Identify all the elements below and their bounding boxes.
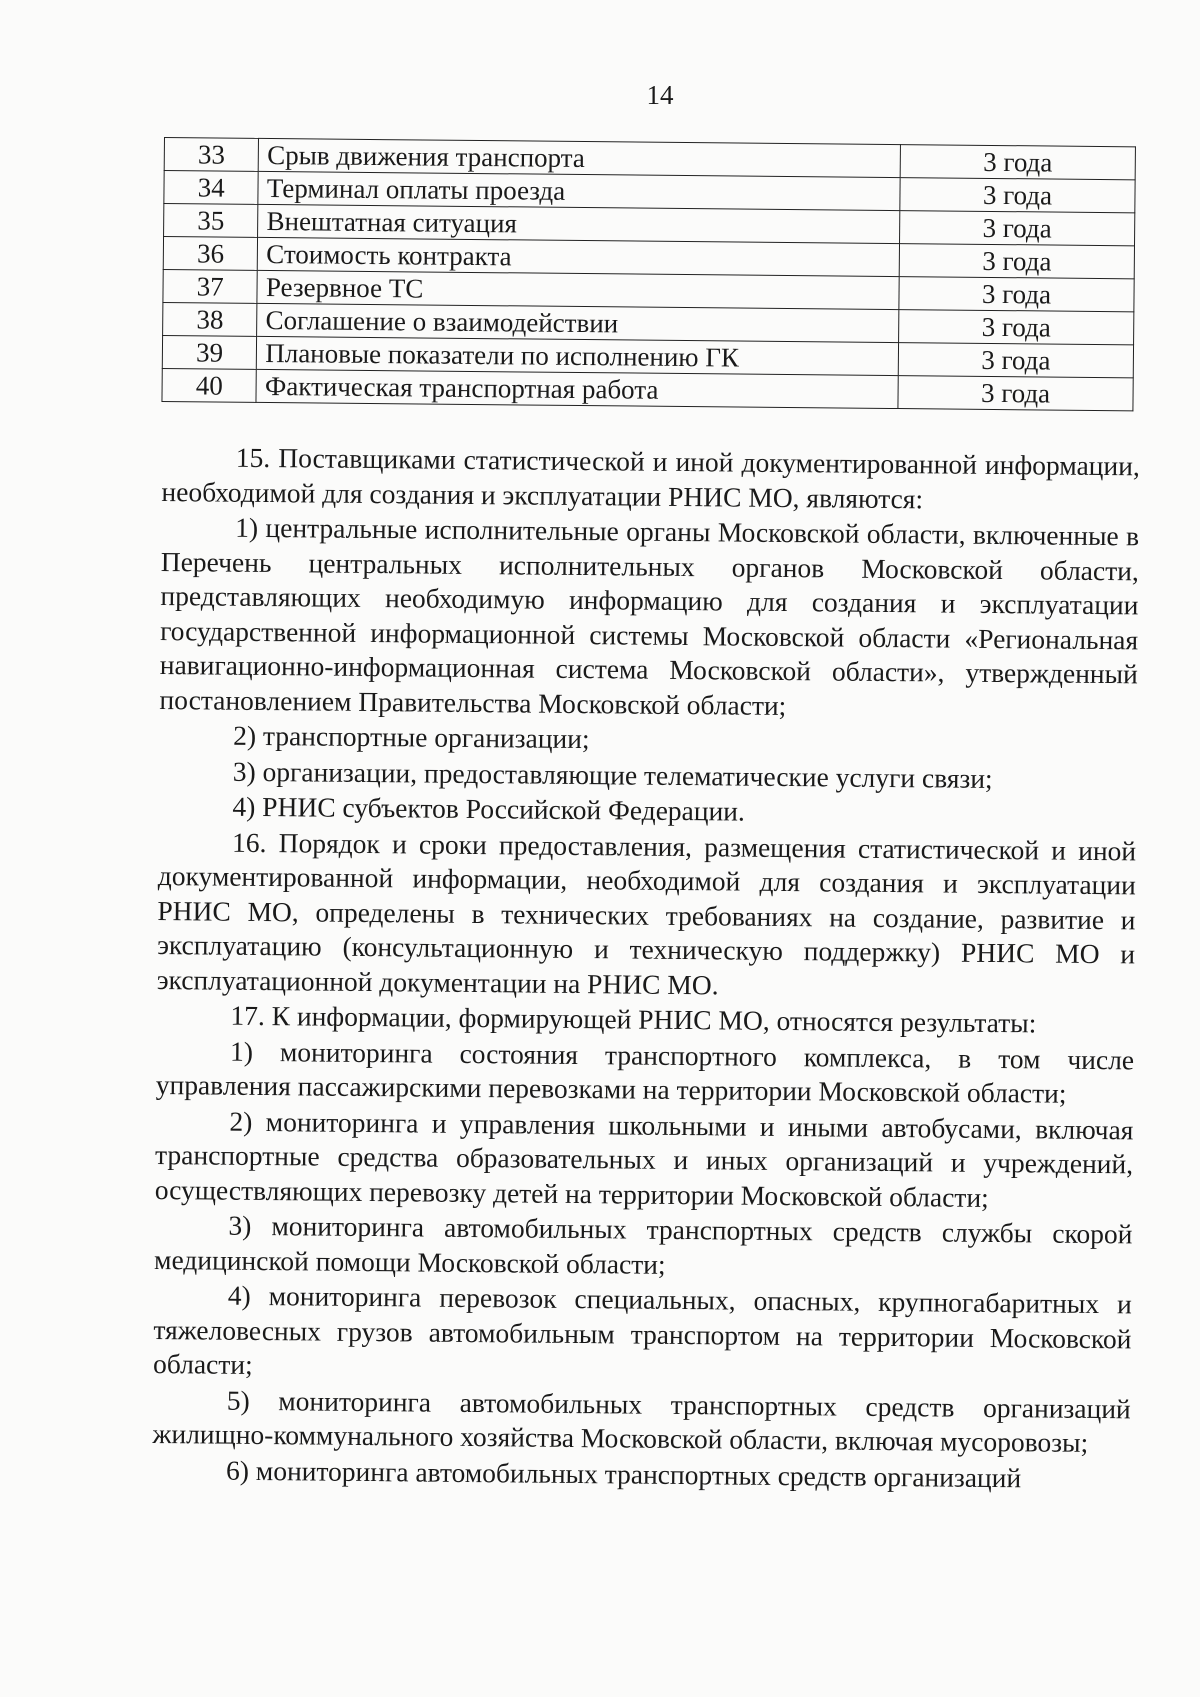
paragraph-16: 16. Порядок и сроки предоставления, размещения статистической и иной документированной информации, необходимой для создания и эксплуатации РНИС МО, определены в технических требованиях на создание, развитие и эксплуатацию (консультационную и техническую поддержку) РНИС МО и эксплуатационной документации на РНИС МО. (156, 826, 1137, 1000)
row-number: 40 (162, 368, 257, 402)
row-name: Стоимость контракта (258, 237, 900, 276)
paragraph-17-item-6: 6) мониторинга автомобильных транспортных средств организаций (225, 1454, 1022, 1493)
paragraph-17-item-3: 3) мониторинга автомобильных транспортных средств службы скорой медицинской помощи Московской области; (153, 1209, 1133, 1280)
records-table (161, 137, 1135, 411)
paragraph-17-item-4: 4) мониторинга перевозок специальных, опасных, крупногабаритных и тяжеловесных грузов автомобильным транспортом на территории Московской области; (152, 1279, 1132, 1380)
row-term: 3 года (900, 178, 1135, 213)
paragraph-17: 17. К информации, формирующей РНИС МО, относятся результаты: (230, 999, 1037, 1039)
row-term: 3 года (898, 376, 1133, 411)
row-number: 37 (163, 269, 258, 303)
row-name: Внештатная ситуация (258, 204, 900, 243)
row-term: 3 года (899, 310, 1134, 345)
row-name: Резервное ТС (257, 270, 899, 309)
row-number: 35 (164, 204, 259, 238)
paragraph-17-item-1: 1) мониторинга состояния транспортного комплекса, в том числе управления пассажирскими перевозками на территории Московской области; (155, 1035, 1135, 1109)
row-name: Соглашение о взаимодействии (257, 303, 899, 342)
page-number: 14 (646, 80, 674, 110)
body-text (152, 440, 1140, 1496)
row-name: Фактическая транспортная работа (256, 369, 898, 408)
row-name: Срыв движения транспорта (259, 138, 901, 177)
row-name: Плановые показатели по исполнению ГК (257, 336, 899, 375)
row-name: Терминал оплаты проезда (258, 171, 900, 210)
row-number: 39 (162, 335, 257, 369)
paragraph-17-item-5: 5) мониторинга автомобильных транспортных средств организаций жилищно-коммунального хозяйства Московской области, включая мусоровозы; (152, 1384, 1131, 1458)
paragraph-15-item-4: 4) РНИС субъектов Российской Федерации. (232, 790, 746, 827)
row-number: 38 (163, 302, 258, 336)
row-term: 3 года (899, 277, 1134, 312)
row-term: 3 года (899, 244, 1134, 279)
row-term: 3 года (898, 343, 1133, 378)
paragraph-15-item-3: 3) организации, предоставляющие телематические услуги связи; (232, 755, 993, 794)
row-number: 36 (163, 237, 258, 271)
row-number: 34 (164, 171, 259, 205)
row-term: 3 года (900, 145, 1135, 180)
paragraph-15: 15. Поставщиками статистической и иной документированной информации, необходимой для создания и эксплуатации РНИС МО, являются: (161, 441, 1140, 514)
paragraph-15-item-1: 1) центральные исполнительные органы Московской области, включенные в Перечень центральных исполнительных органов Московской области, представляющих необходимую информацию для создания и эксплуатации государственной информационной системы Московской области «Региональная навигационно-информационная система Московской области», утвержденный постановлением Правительства Московской области; (159, 511, 1140, 721)
row-term: 3 года (900, 211, 1135, 246)
paragraph-15-item-2: 2) транспортные организации; (233, 719, 590, 755)
row-number: 33 (164, 138, 259, 172)
paragraph-17-item-2: 2) мониторинга и управления школьными и иными автобусами, включая транспортные средства образовательных и иных организаций и учреждений, осуществляющих перевозку детей на территории Московской области; (154, 1105, 1134, 1213)
